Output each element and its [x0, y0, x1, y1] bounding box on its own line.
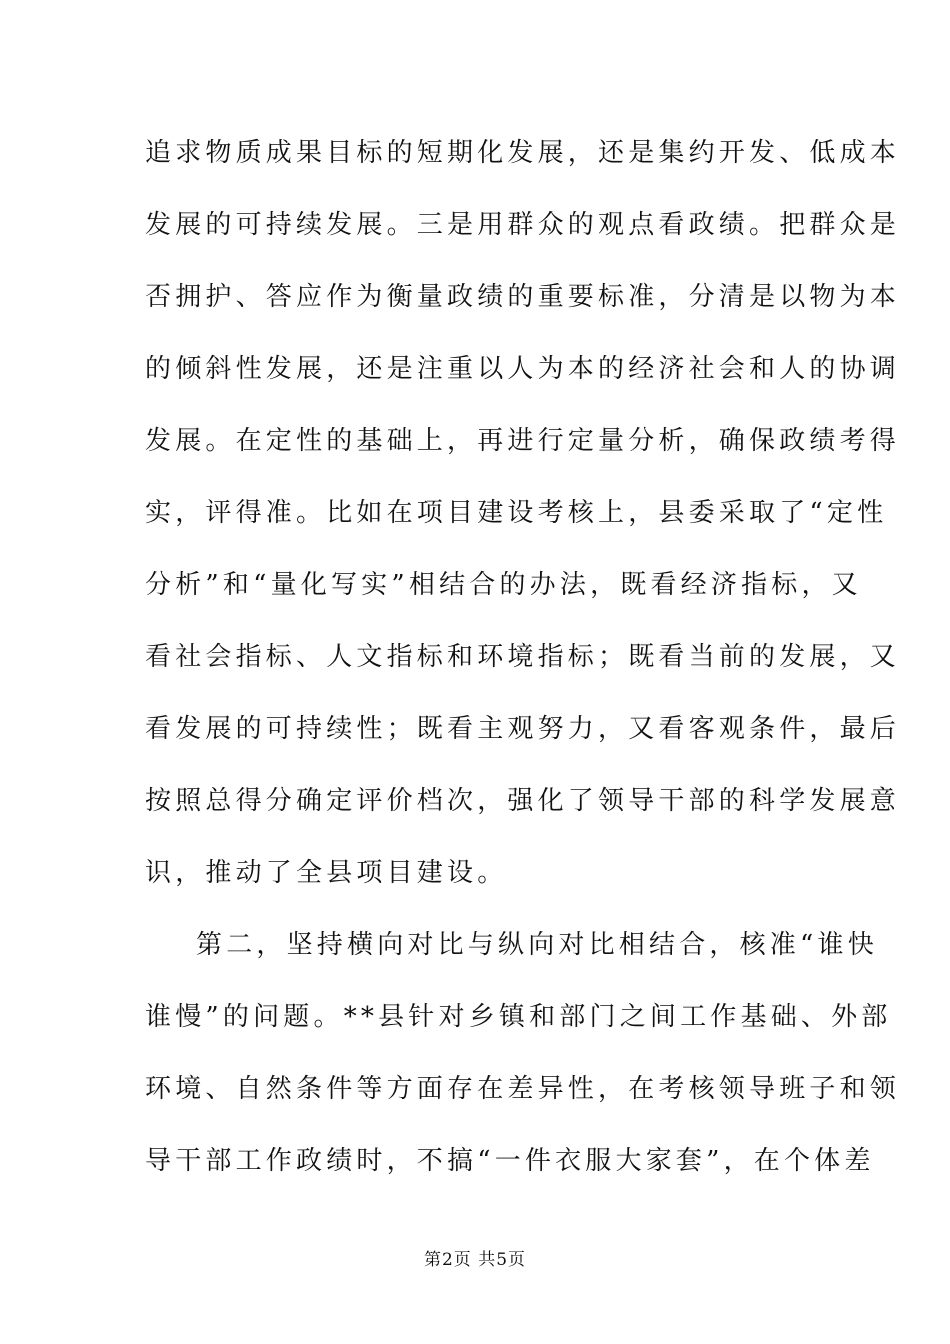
- text-line: 否拥护、答应作为衡量政绩的重要标准，分清是以物为本: [145, 282, 901, 312]
- text-line: 的倾斜性发展，还是注重以人为本的经济社会和人的协调: [145, 354, 901, 384]
- text-line: 看发展的可持续性；既看主观努力，又看客观条件，最后: [145, 714, 901, 744]
- text-line: 识，推动了全县项目建设。: [145, 858, 508, 888]
- paragraph-first-line: 第二，坚持横向对比与纵向对比相结合，核准“谁快: [196, 930, 878, 960]
- page-number-footer: 第2页 共5页: [423, 1250, 527, 1270]
- text-line: 环境、自然条件等方面存在差异性，在考核领导班子和领: [145, 1074, 901, 1104]
- text-line: 谁慢”的问题。**县针对乡镇和部门之间工作基础、外部: [145, 1002, 892, 1032]
- text-line: 按照总得分确定评价档次，强化了领导干部的科学发展意: [145, 786, 901, 816]
- text-line: 追求物质成果目标的短期化发展，还是集约开发、低成本: [145, 138, 901, 168]
- text-line: 分析”和“量化写实”相结合的办法，既看经济指标，又: [145, 570, 862, 600]
- text-line: 看社会指标、人文指标和环境指标；既看当前的发展，又: [145, 642, 901, 672]
- text-line: 发展的可持续发展。三是用群众的观点看政绩。把群众是: [145, 210, 901, 240]
- text-line: 导干部工作政绩时，不搞“一件衣服大家套”，在个体差: [145, 1146, 875, 1176]
- text-line: 实，评得准。比如在项目建设考核上，县委采取了“定性: [145, 498, 888, 528]
- text-line: 发展。在定性的基础上，再进行定量分析，确保政绩考得: [145, 426, 901, 456]
